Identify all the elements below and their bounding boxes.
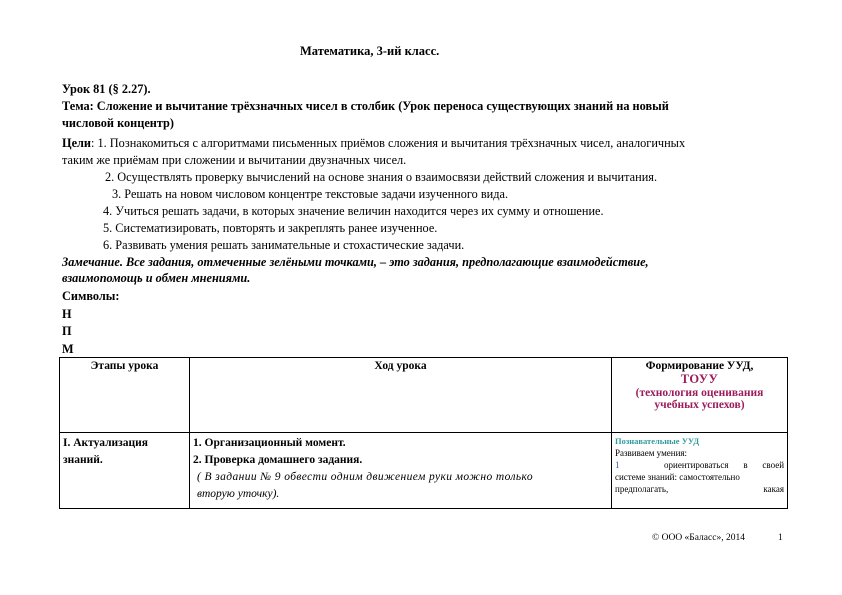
lesson-topic-line1 (62, 98, 669, 114)
goal3: 3. Решать на новом числовом концентре текстовые задачи изученного вида. (112, 187, 509, 201)
note-line2: взаимопомощь и обмен мнениями. (62, 271, 251, 285)
touu-desc-line2: учебных успехов) (654, 399, 745, 411)
lesson-number: Урок 81 (§ 2.27). (62, 82, 151, 96)
table-row (60, 433, 788, 509)
topic-text: : Сложение и вычитание трёхзначных чисел в столбик (Урок переноса существующих знаний на новый (89, 99, 669, 113)
uud-item-line3-a: предполагать, (615, 484, 669, 494)
touu-label: ТОУУ (680, 372, 719, 386)
uud-title: Познавательные УУД (615, 436, 700, 446)
symbol-n: Н (62, 307, 72, 321)
uud-item-number: 1 (615, 460, 620, 470)
goal5: 5. Систематизировать, повторять и закреплять ранее изученное. (103, 221, 438, 235)
lesson-table (59, 357, 788, 509)
step-2-note-line2: вторую уточку). (197, 488, 280, 500)
touu-desc-line1: (технология оценивания (635, 387, 764, 399)
goal2: 2. Осуществлять проверку вычислений на основе знания о взаимосвязи действий сложения и вычитания. (105, 170, 658, 184)
uud-item-line1 (615, 459, 784, 471)
page-number: 1 (778, 533, 783, 543)
symbol-p: П (62, 324, 72, 338)
uud-develop: Развиваем умения: (615, 448, 688, 458)
goal4: 4. Учиться решать задачи, в которых значение величин находится через их сумму и отношение. (103, 204, 604, 218)
uud-item-line3-b: какая (763, 484, 784, 494)
symbols-label: Символы: (62, 289, 120, 303)
step-1: 1. Организационный момент. (193, 437, 346, 449)
table-header-row (60, 358, 788, 433)
uud-cell (612, 433, 788, 509)
topic-label: Тема (62, 99, 90, 113)
col-uud-header (612, 358, 788, 433)
page-title: Математика, 3-ий класс. (300, 44, 440, 58)
uud-item-text: ориентироваться в своей (664, 460, 785, 470)
goal1-text: : 1. Познакомиться с алгоритмами письменных приёмов сложения и вычитания трёхзначных чисел, аналогичных (91, 136, 686, 150)
col-stages-header: Этапы урока (60, 358, 190, 433)
uud-header-title: Формирование УУД, (645, 360, 754, 372)
footer-copyright: © ООО «Баласс», 2014 (652, 533, 745, 543)
symbol-m: М (62, 342, 74, 356)
goals-line1 (62, 135, 685, 151)
uud-item-line2: системе знаний: самостоятельно (615, 472, 740, 482)
lesson-topic-line2: числовой концентр) (62, 116, 174, 130)
stage-title: I. Актуализация (63, 437, 149, 449)
stage-cell (60, 433, 190, 509)
note-line1: Замечание. Все задания, отмеченные зелёными точками, – это задания, предполагающие взаимодействие, (62, 255, 649, 269)
progress-cell (190, 433, 612, 509)
step-2: 2. Проверка домашнего задания. (193, 454, 363, 466)
col-progress-header: Ход урока (190, 358, 612, 433)
stage-title-line2: знаний. (63, 454, 103, 466)
uud-item-line3 (615, 483, 784, 495)
goal1-line2: таким же приёмам при сложении и вычитании двузначных чисел. (62, 153, 407, 167)
goal6: 6. Развивать умения решать занимательные и стохастические задачи. (103, 238, 465, 252)
goals-label: Цели (62, 136, 92, 150)
step-2-note-line1: ( В задании № 9 обвести одним движением руки можно только (197, 471, 534, 483)
